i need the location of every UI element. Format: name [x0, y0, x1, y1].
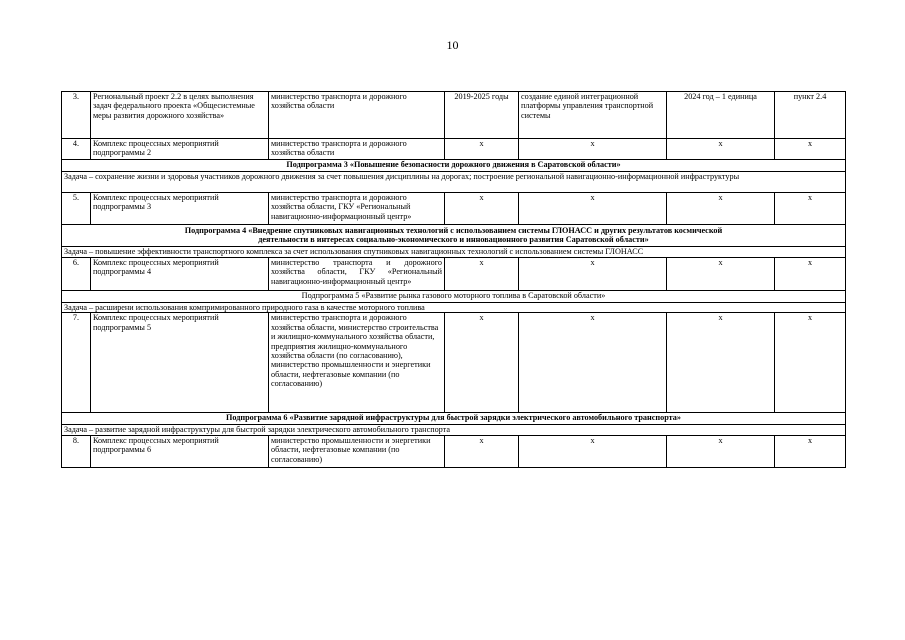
row-number: 5. [62, 193, 91, 225]
task-text: Задача – повышение эффективности транспортного комплекса за счет использования спутниковых навигационных технологий с использованием системы ГЛОНАСС [62, 247, 846, 258]
table-row [62, 303, 846, 313]
indicator: х [667, 139, 775, 160]
table-row [62, 425, 846, 435]
row-number: 8. [62, 435, 91, 467]
expected-result: х [519, 313, 667, 413]
task-text: Задача – сохранение жизни и здоровья участников дорожного движения за счет повышения дисциплины на дорогах; построение региональной навигационно-информационной инфраструктуры [62, 172, 846, 193]
indicator: х [667, 258, 775, 291]
subprogram-heading: Подпрограмма 3 «Повышение безопасности дорожного движения в Саратовской области» [62, 160, 846, 172]
table-row [62, 313, 846, 413]
table-row [62, 291, 846, 303]
table-row [62, 172, 846, 193]
period: х [445, 139, 519, 160]
executor: министерство транспорта и дорожного хозяйства области, ГКУ «Региональный навигационно-информационный центр» [269, 258, 445, 291]
table-row [62, 435, 846, 467]
executor: министерство транспорта и дорожного хозяйства области [269, 139, 445, 160]
table-row [62, 160, 846, 172]
indicator: х [667, 313, 775, 413]
expected-result: х [519, 139, 667, 160]
subprogram-heading: Подпрограмма 4 «Внедрение спутниковых навигационных технологий с использованием системы ГЛОНАСС и других результатов космической деятельности в интересах социально-экономического и инновационного развития Саратовской области» [62, 225, 846, 247]
table-row [62, 225, 846, 247]
table-row [62, 247, 846, 258]
row-number: 3. [62, 92, 91, 139]
measure-name: Региональный проект 2.2 в целях выполнения задач федерального проекта «Общесистемные меры развития дорожного хозяйства» [91, 92, 269, 139]
period: х [445, 193, 519, 225]
executor: министерство транспорта и дорожного хозяйства области, ГКУ «Региональный навигационно-информационный центр» [269, 193, 445, 225]
measure-name: Комплекс процессных мероприятий подпрограммы 5 [91, 313, 269, 413]
expected-result: х [519, 435, 667, 467]
executor: министерство транспорта и дорожного хозяйства области, министерство строительства и жилищно-коммунального хозяйства области, предприятия жилищно-коммунального хозяйства области (по согласованию), министерство промышленности и энергетики области, нефтегазовые компании (по согласованию) [269, 313, 445, 413]
period: х [445, 435, 519, 467]
program-table [61, 91, 846, 468]
indicator-link: х [775, 139, 846, 160]
subprogram-heading: Подпрограмма 6 «Развитие зарядной инфраструктуры для быстрой зарядки электрического автомобильного транспорта» [62, 413, 846, 425]
page-number: 10 [446, 38, 459, 52]
task-text: Задача – расширени использования компримированного природного газа в качестве моторного топлива [62, 303, 846, 313]
subprogram-heading: Подпрограмма 5 «Развитие рынка газового моторного топлива в Саратовской области» [62, 291, 846, 303]
measure-name: Комплекс процессных мероприятий подпрограммы 4 [91, 258, 269, 291]
indicator: х [667, 193, 775, 225]
indicator-link: х [775, 258, 846, 291]
table-row [62, 139, 846, 160]
table-row [62, 413, 846, 425]
measure-name: Комплекс процессных мероприятий подпрограммы 6 [91, 435, 269, 467]
indicator-link: х [775, 193, 846, 225]
indicator-link: пункт 2.4 [775, 92, 846, 139]
indicator-link: х [775, 435, 846, 467]
row-number: 4. [62, 139, 91, 160]
row-number: 7. [62, 313, 91, 413]
row-number: 6. [62, 258, 91, 291]
indicator: х [667, 435, 775, 467]
table-row [62, 258, 846, 291]
period: х [445, 258, 519, 291]
period: 2019-2025 годы [445, 92, 519, 139]
expected-result: х [519, 258, 667, 291]
table-row [62, 193, 846, 225]
measure-name: Комплекс процессных мероприятий подпрограммы 2 [91, 139, 269, 160]
indicator: 2024 год – 1 единица [667, 92, 775, 139]
task-text: Задача – развитие зарядной инфраструктуры для быстрой зарядки электрического автомобильного транспорта [62, 425, 846, 435]
expected-result: х [519, 193, 667, 225]
expected-result: создание единой интеграционной платформы управления транспортной системы [519, 92, 667, 139]
table-row [62, 92, 846, 139]
period: х [445, 313, 519, 413]
measure-name: Комплекс процессных мероприятий подпрограммы 3 [91, 193, 269, 225]
indicator-link: х [775, 313, 846, 413]
executor: министерство промышленности и энергетики области, нефтегазовые компании (по согласованию) [269, 435, 445, 467]
executor: министерство транспорта и дорожного хозяйства области [269, 92, 445, 139]
